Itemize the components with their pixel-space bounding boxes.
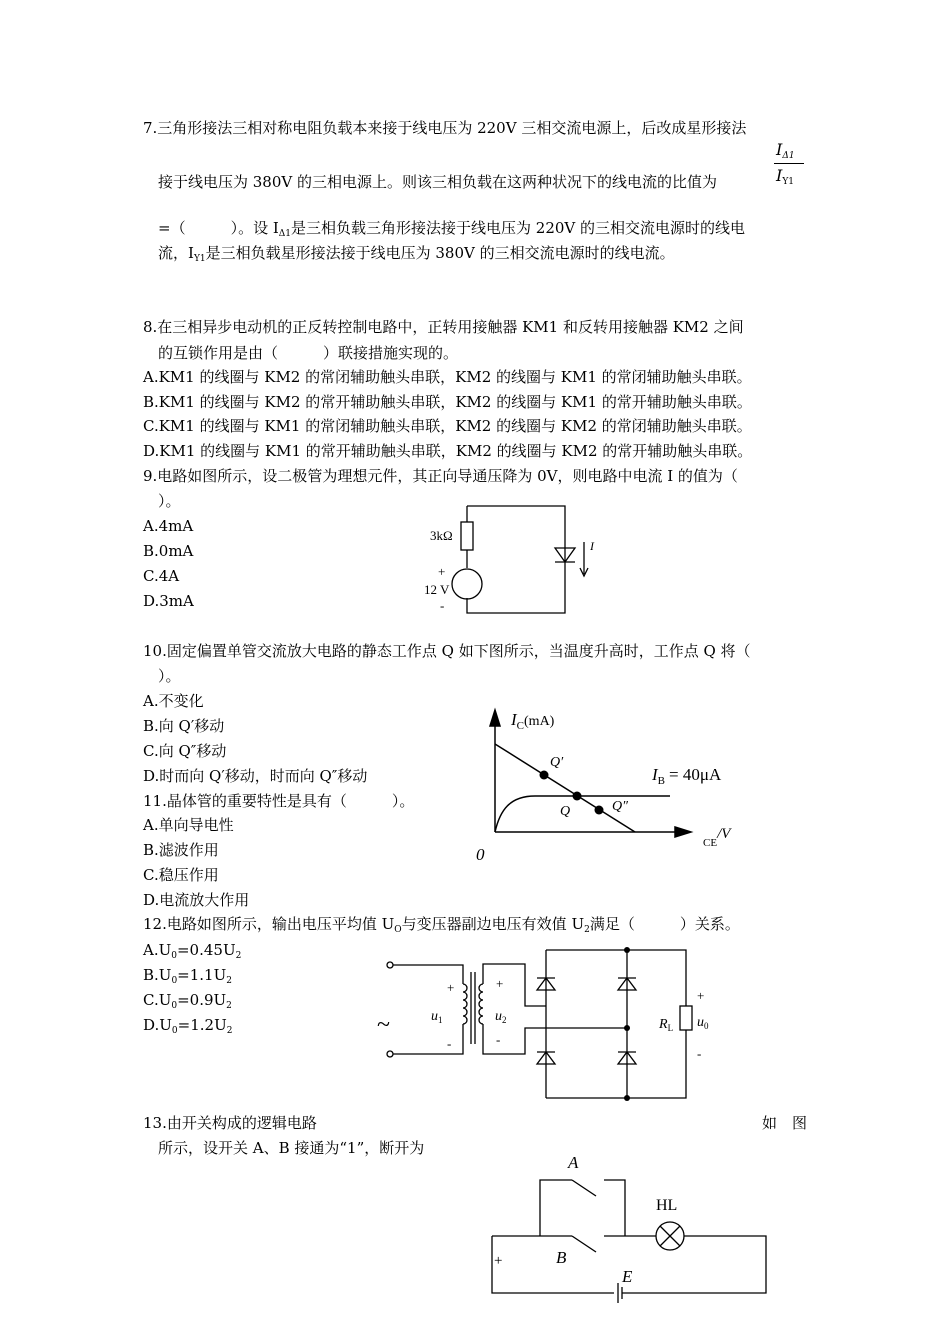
q10-option-d: D.时而向 Q′移动，时而向 Q″移动 — [143, 767, 368, 785]
q13-switch-b-label: B — [556, 1248, 567, 1267]
q9-option-c: C.4A — [143, 567, 180, 585]
q13-battery-label: E — [622, 1267, 633, 1286]
q12-option-b: $B.U_0=1.1U_2$ — [143, 966, 232, 986]
q10-output-characteristic-graph — [470, 700, 760, 865]
q10-x-axis-label: CE/V — [703, 826, 731, 849]
q10-point-q-double-prime — [595, 806, 604, 815]
q10-origin-label: 0 — [476, 845, 485, 864]
q10-q-double-prime-label: Q″ — [612, 799, 628, 814]
q7-fraction-denominator: $I_{Y1}$ — [776, 166, 794, 187]
q12-option-d: $D.U_0=1.2U_2$ — [143, 1016, 233, 1036]
q7-fraction-numerator: $I_{\Delta 1}$ — [776, 140, 795, 161]
q7-line1: 7.三角形接法三相对称电阻负载本来接于线电压为 220V 三相交流电源上，后改成星形接法 — [143, 119, 747, 137]
q12-option-a: $A.U_0=0.45U_2$ — [143, 941, 242, 961]
q12-secondary-plus: + — [496, 976, 504, 991]
q8-option-d: D.KM1 的线圈与 KM1 的常开辅助触头串联，KM2 的线圈与 KM2 的常开辅助触头串联。 — [143, 442, 753, 460]
q13-line2: 所示，设开关 A、B 接通为“1”，断开为 — [158, 1139, 425, 1157]
q12-option-c: $C.U_0=0.9U_2$ — [143, 991, 232, 1011]
q12-bridge-rectifier-diagram — [375, 940, 715, 1105]
q12-secondary-minus: - — [496, 1032, 501, 1047]
q12-ac-source-symbol: ~ — [377, 1012, 390, 1038]
q12-u0-label: $u_0$ — [697, 1015, 709, 1031]
q13-lamp-label: HL — [656, 1197, 678, 1214]
q8-line1: 8.在三相异步电动机的正反转控制电路中，正转用接触器 KM1 和反转用接触器 KM2 之间 — [143, 318, 744, 336]
q9-circuit-diagram — [410, 498, 600, 618]
q9-current-label: I — [590, 539, 594, 553]
q11-option-d: D.电流放大作用 — [143, 891, 250, 909]
q7-line2: 接于线电压为 380V 的三相电源上。则该三相负载在这两种状况下的线电流的比值为 — [158, 173, 718, 191]
q10-q-prime-label: Q′ — [550, 755, 564, 770]
q9-plus-label: + — [438, 564, 446, 579]
q10-option-a: A.不变化 — [143, 692, 204, 710]
q9-option-d: D.3mA — [143, 592, 194, 610]
q11-option-c: C.稳压作用 — [143, 866, 219, 884]
q9-minus-label: - — [440, 598, 445, 613]
q12-primary-plus: + — [447, 980, 455, 995]
q8-option-a: A.KM1 的线圈与 KM2 的常闭辅助触头串联，KM2 的线圈与 KM1 的常闭辅助触头串联。 — [143, 368, 752, 386]
q13-plus-label: + — [494, 1253, 503, 1269]
q9-resistor-label: 3kΩ — [430, 528, 453, 543]
q8-option-b: B.KM1 的线圈与 KM2 的常开辅助触头串联，KM2 的线圈与 KM1 的常开辅助触头串联。 — [143, 393, 752, 411]
q12-output-minus: - — [697, 1046, 702, 1061]
q9-source-label: 12 V — [424, 582, 450, 597]
q13-line1-right: 如 图 — [762, 1114, 808, 1132]
q7-line3: =（ ）。设 $I_{\Delta 1}$是三相负载三角形接法接于线电压为 220V 的三相交流电源时的线电 — [158, 219, 746, 239]
q7-fraction-bar — [774, 163, 804, 164]
q10-line1: 10.固定偏置单管交流放大电路的静态工作点 Q 如下图所示，当温度升高时，工作点 Q 将（ — [143, 642, 751, 660]
q10-option-b: B.向 Q′移动 — [143, 717, 225, 735]
q10-option-c: C.向 Q″移动 — [143, 742, 227, 760]
q11-option-b: B.滤波作用 — [143, 841, 219, 859]
q12-u1-label: $u_1$ — [431, 1009, 443, 1025]
q7-line4: 流，$I_{Y1}$是三相负载星形接法接于线电压为 380V 的三相交流电源时的线电流。 — [158, 244, 675, 264]
q11-option-a: A.单向导电性 — [143, 816, 234, 834]
q8-line2: 的互锁作用是由（ ）联接措施实现的。 — [158, 344, 459, 362]
q12-line1: 12.电路如图所示，输出电压平均值 $U_O$与变压器副边电压有效值 $U_2$满足（ ）关系。 — [143, 915, 740, 935]
q9-line2: ）。 — [158, 492, 181, 510]
q12-u2-label: $u_2$ — [495, 1009, 507, 1025]
q11-line1: 11.晶体管的重要特性是具有（ ）。 — [143, 792, 415, 810]
q8-option-c: C.KM1 的线圈与 KM1 的常闭辅助触头串联，KM2 的线圈与 KM2 的常闭辅助触头串联。 — [143, 417, 752, 435]
q13-switch-logic-circuit-diagram — [480, 1148, 780, 1308]
q9-line1: 9.电路如图所示，设二极管为理想元件，其正向导通压降为 0V，则电路中电流 I 的值为（ — [143, 467, 738, 485]
q10-q-label: Q — [560, 804, 571, 819]
q10-point-q — [573, 792, 582, 801]
q9-option-b: B.0mA — [143, 542, 194, 560]
q12-rl-label: $R_L$ — [659, 1017, 674, 1033]
q10-ib-label: $I_B = 40\mu A$ — [652, 765, 722, 787]
q12-primary-minus: - — [447, 1036, 452, 1051]
q9-option-a: A.4mA — [143, 517, 194, 535]
q10-y-axis-label: $I_C^{(mA)}$ — [511, 710, 555, 732]
q10-line2: ）。 — [158, 667, 181, 685]
q13-line1: 13.由开关构成的逻辑电路 — [143, 1114, 317, 1132]
q13-switch-a-label: A — [568, 1153, 579, 1172]
q10-point-q-prime — [540, 771, 549, 780]
q12-output-plus: + — [697, 988, 705, 1003]
